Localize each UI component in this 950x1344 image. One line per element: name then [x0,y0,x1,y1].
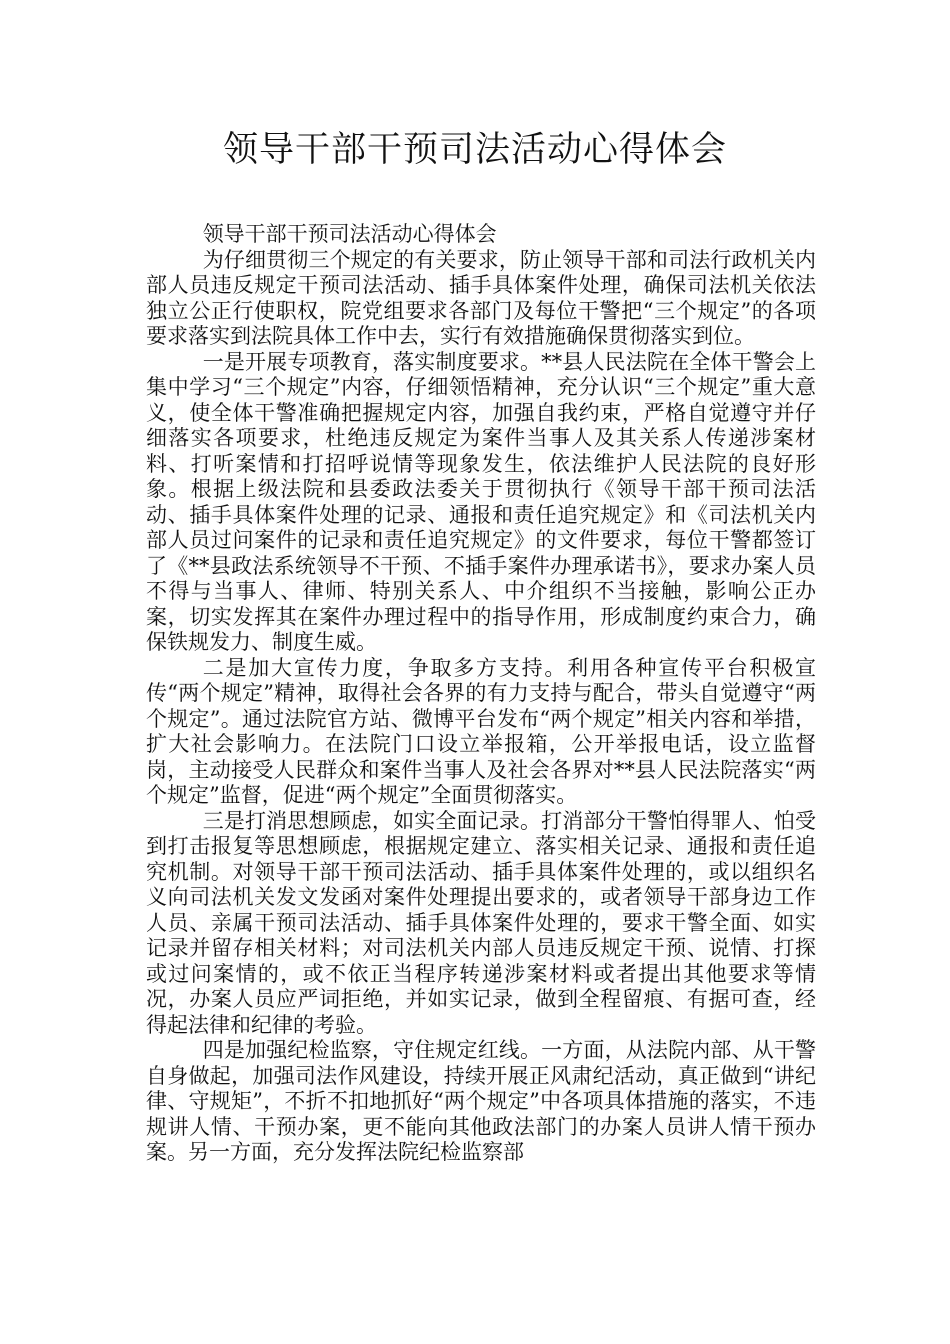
paragraph-intro: 为仔细贯彻三个规定的有关要求，防止领导干部和司法行政机关内部人员违反规定干预司法活动、插手具体案件处理，确保司法机关依法独立公正行使职权，院党组要求各部门及每位干警把“三个规定”的各项要求落实到法院具体工作中去，实行有效措施确保贯彻落实到位。 [146,247,816,348]
paragraph-point-one: 一是开展专项教育，落实制度要求。**县人民法院在全体干警会上集中学习“三个规定”内容，仔细领悟精神，充分认识“三个规定”重大意义，使全体干警准确把握规定内容，加强自我约束，严格自觉遵守并仔细落实各项要求，杜绝违反规定为案件当事人及其关系人传递涉案材料、打听案情和打招呼说情等现象发生，依法维护人民法院的良好形象。根据上级法院和县委政法委关于贯彻执行《领导干部干预司法活动、插手具体案件处理的记录、通报和责任追究规定》和《司法机关内部人员过问案件的记录和责任追究规定》的文件要求，每位干警都签订了《**县政法系统领导不干预、不插手案件办理承诺书》，要求办案人员不得与当事人、律师、特别关系人、中介组织不当接触，影响公正办案，切实发挥其在案件办理过程中的指导作用，形成制度约束合力，确保铁规发力、制度生威。 [146,349,816,654]
document-body [146,222,816,1166]
paragraph-subtitle: 领导干部干预司法活动心得体会 [202,222,497,246]
paragraph-point-two: 二是加大宣传力度，争取多方支持。利用各种宣传平台积极宣传“两个规定”精神，取得社会各界的有力支持与配合，带头自觉遵守“两个规定”。通过法院官方站、微博平台发布“两个规定”相关内容和举措，扩大社会影响力。在法院门口设立举报箱，公开举报电话，设立监督岗，主动接受人民群众和案件当事人及社会各界对**县人民法院落实“两个规定”监督，促进“两个规定”全面贯彻落实。 [146,655,816,807]
document-title: 领导干部干预司法活动心得体会 [222,130,727,170]
paragraph-point-three: 三是打消思想顾虑，如实全面记录。打消部分干警怕得罪人、怕受到打击报复等思想顾虑，根据规定建立、落实相关记录、通报和责任追究机制。对领导干部干预司法活动、插手具体案件处理的，或以组织名义向司法机关发文发函对案件处理提出要求的，或者领导干部身边工作人员、亲属干预司法活动、插手具体案件处理的，要求干警全面、如实记录并留存相关材料；对司法机关内部人员违反规定干预、说情、打探或过问案情的，或不依正当程序转递涉案材料或者提出其他要求等情况，办案人员应严词拒绝，并如实记录，做到全程留痕、有据可查，经得起法律和纪律的考验。 [146,808,816,1037]
paragraph-point-four: 四是加强纪检监察，守住规定红线。一方面，从法院内部、从干警自身做起，加强司法作风建设，持续开展正风肃纪活动，真正做到“讲纪律、守规矩”，不折不扣地抓好“两个规定”中各项具体措施的落实，不违规讲人情、干预办案，更不能向其他政法部门的办案人员讲人情干预办案。另一方面，充分发挥法院纪检监察部 [146,1038,816,1164]
